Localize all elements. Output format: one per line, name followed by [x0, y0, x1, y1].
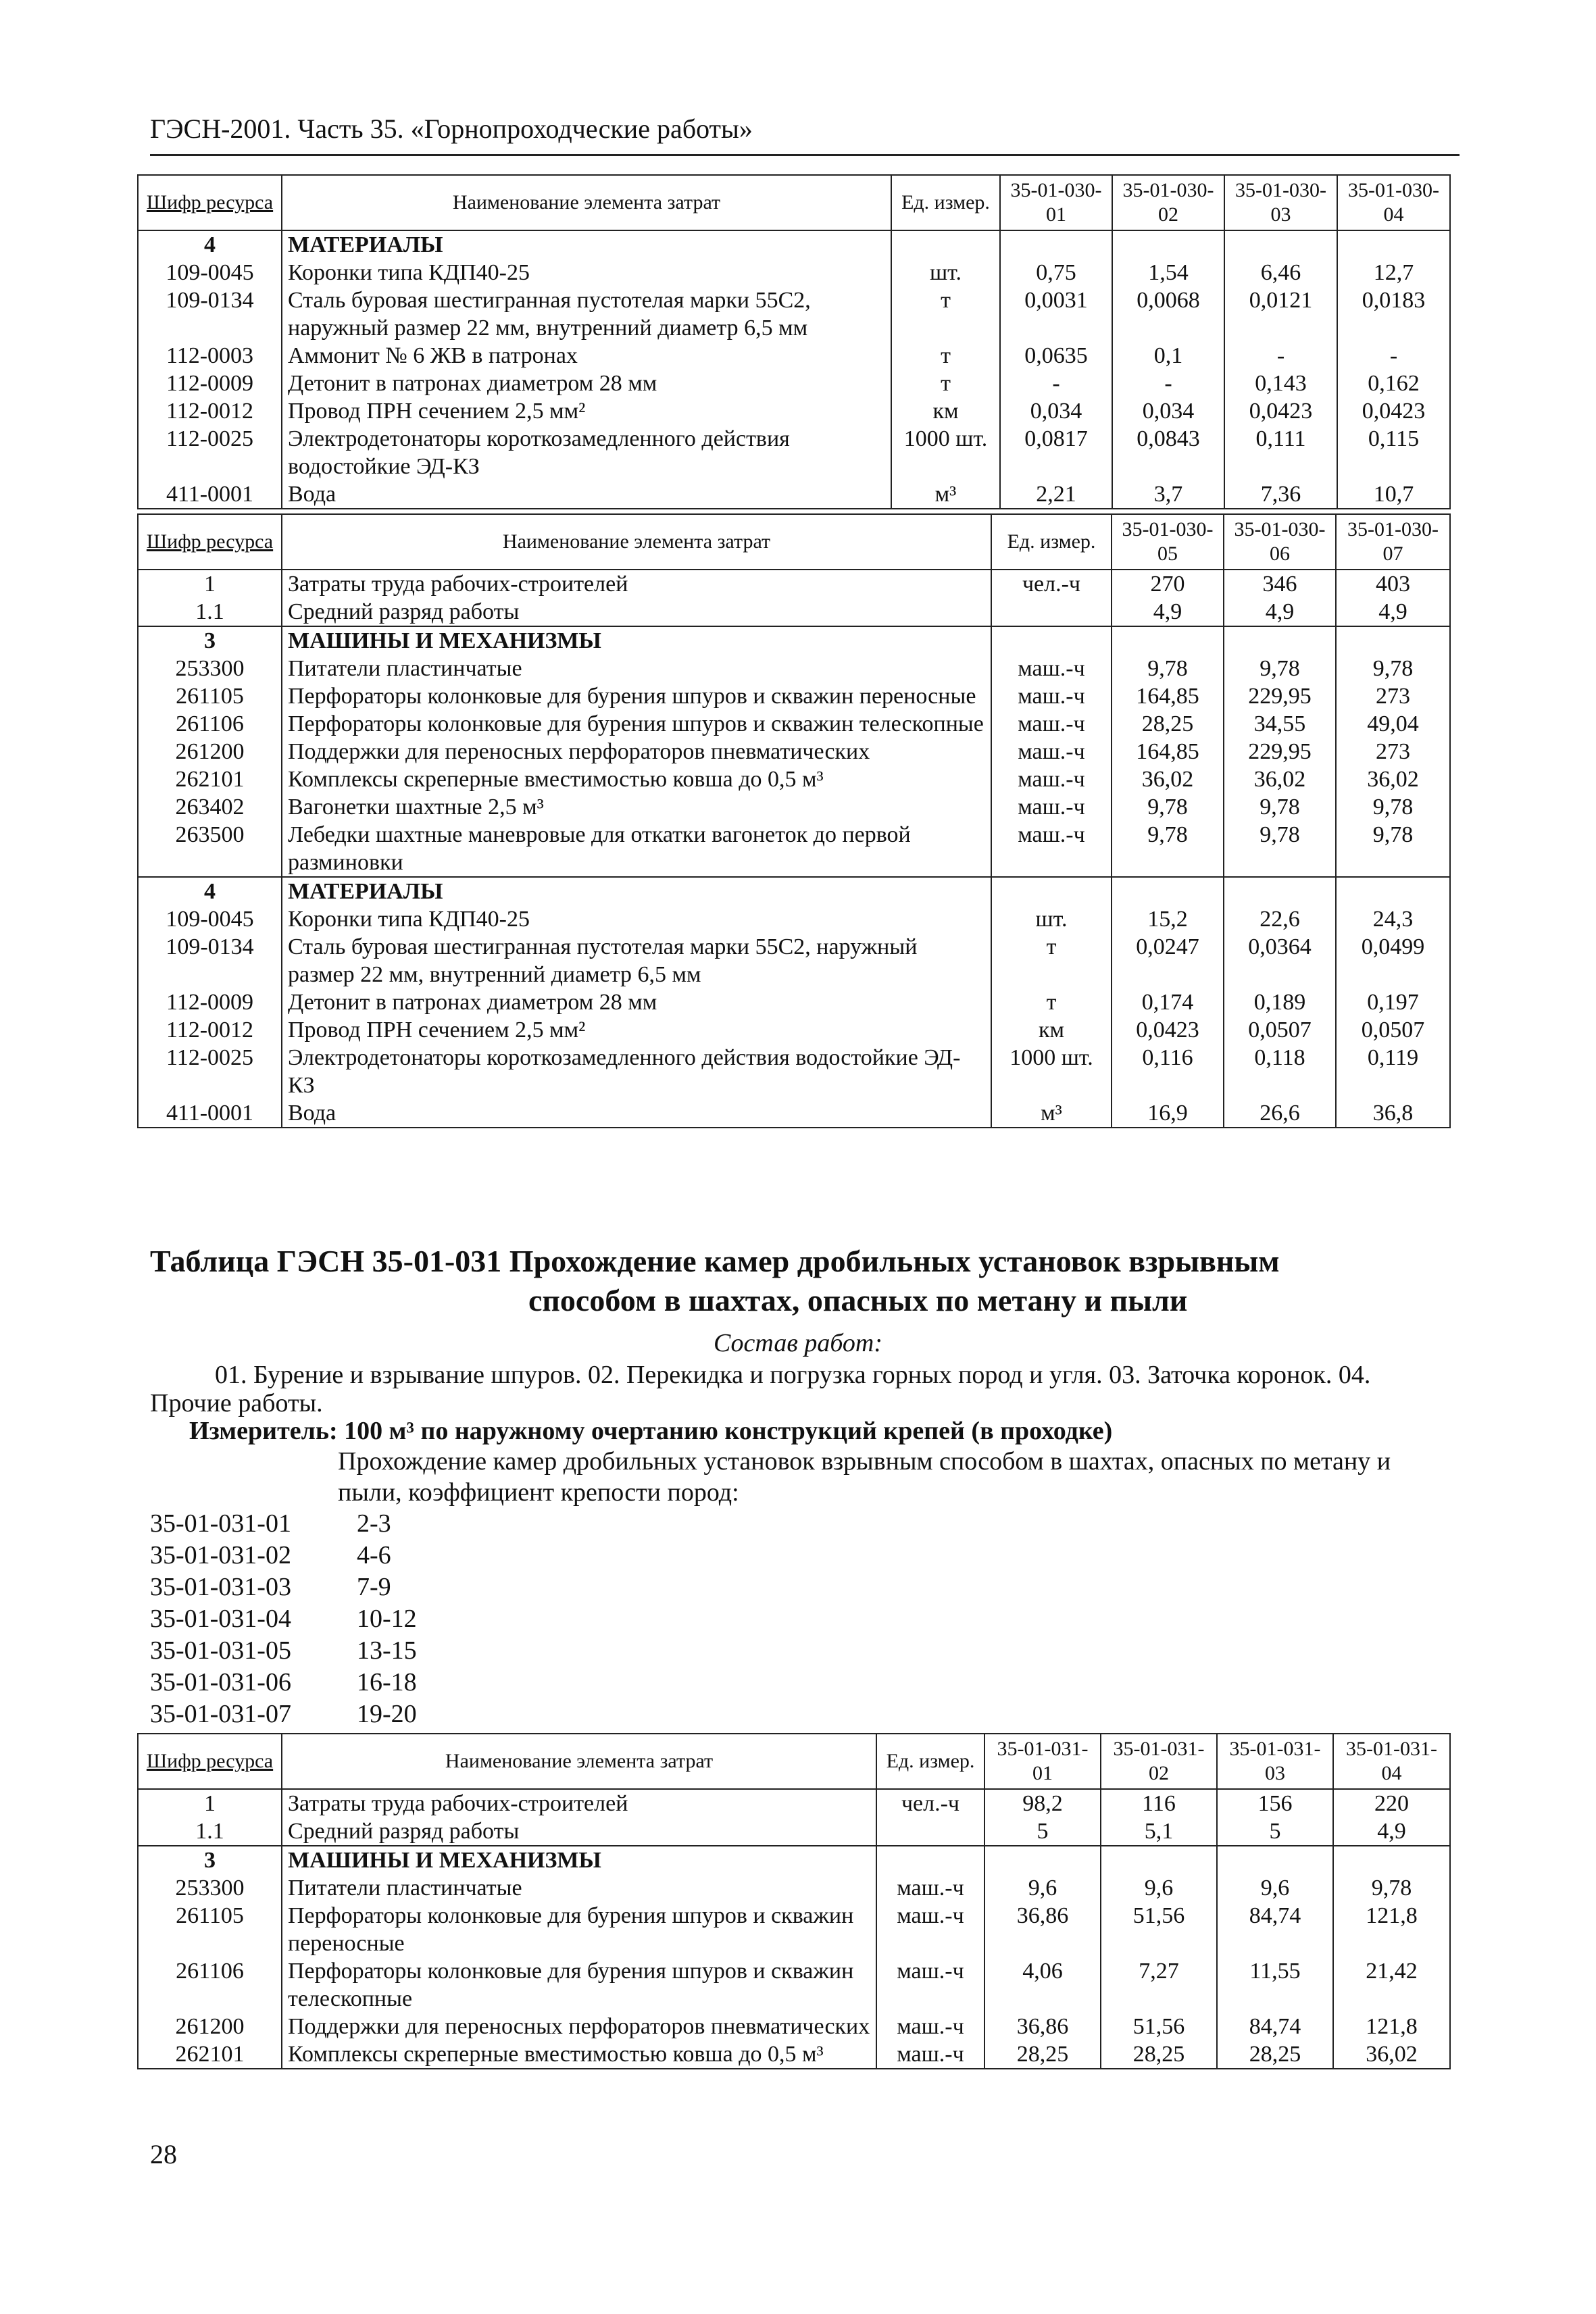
- norm-value: 0,0423: [1224, 397, 1337, 425]
- unit-cell: 1000 шт.: [991, 1044, 1112, 1099]
- norm-value: 9,78: [1112, 793, 1224, 821]
- cost-element-name: Аммонит № 6 ЖВ в патронах: [282, 342, 891, 370]
- norm-value: [1101, 1846, 1217, 1874]
- norm-value: [984, 1846, 1101, 1874]
- unit-cell: маш.-ч: [991, 682, 1112, 710]
- resource-table-030-05-07: [137, 513, 1451, 1128]
- norm-value: 10,7: [1337, 480, 1450, 509]
- norm-value: 0,0121: [1224, 286, 1337, 342]
- norm-value: 0,119: [1336, 1044, 1450, 1099]
- resource-code: 112-0012: [138, 397, 282, 425]
- resource-code: 112-0025: [138, 1044, 282, 1099]
- norm-value: 0,0817: [1000, 425, 1112, 480]
- table-row: [138, 933, 1450, 988]
- norm-value: 156: [1217, 1789, 1333, 1817]
- norm-value: 2,21: [1000, 480, 1112, 509]
- norm-code-row: 35-01-031-03 7-9: [150, 1573, 391, 1601]
- norm-value: 9,78: [1336, 793, 1450, 821]
- table-row: [138, 598, 1450, 626]
- norm-value: [1224, 877, 1336, 905]
- norm-value: 273: [1336, 738, 1450, 765]
- norm-value: 164,85: [1112, 738, 1224, 765]
- col-header-norm: 35-01-030-04: [1337, 175, 1450, 230]
- resource-code: 262101: [138, 2040, 282, 2069]
- cost-element-name: МАТЕРИАЛЫ: [282, 230, 891, 259]
- col-header-norm: 35-01-030-02: [1112, 175, 1224, 230]
- norm-value: 0,111: [1224, 425, 1337, 480]
- norm-value: 0,0507: [1336, 1016, 1450, 1044]
- resource-code: 253300: [138, 1874, 282, 1902]
- col-header-norm: 35-01-031-02: [1101, 1734, 1217, 1789]
- section-row: [138, 230, 1450, 259]
- norm-value: 346: [1224, 570, 1336, 598]
- norm-value: 34,55: [1224, 710, 1336, 738]
- resource-code: 411-0001: [138, 480, 282, 509]
- resource-table-031: [137, 1733, 1451, 2069]
- norm-value: 0,0423: [1337, 397, 1450, 425]
- norm-value: 22,6: [1224, 905, 1336, 933]
- table-row: [138, 2040, 1450, 2069]
- norm-value: 4,9: [1333, 1817, 1450, 1846]
- unit-cell: маш.-ч: [991, 738, 1112, 765]
- norm-value: [1112, 230, 1224, 259]
- table-row: [138, 738, 1450, 765]
- col-header-code: Шифр ресурса: [138, 514, 282, 570]
- norm-value: 26,6: [1224, 1099, 1336, 1128]
- table-row: [138, 570, 1450, 598]
- unit-cell: маш.-ч: [991, 765, 1112, 793]
- table-row: [138, 821, 1450, 877]
- norm-value: 15,2: [1112, 905, 1224, 933]
- table-row: [138, 397, 1450, 425]
- unit-cell: маш.-ч: [991, 821, 1112, 877]
- unit-cell: [991, 598, 1112, 626]
- table-title-line: Таблица ГЭСН 35-01-031 Прохождение камер дробильных установок взрывным: [150, 1244, 1280, 1278]
- cost-element-name: Коронки типа КДП40-25: [282, 905, 991, 933]
- unit-cell: маш.-ч: [876, 1902, 984, 1957]
- cost-element-name: Перфораторы колонковые для бурения шпуров и скважин переносные: [282, 1902, 876, 1957]
- table-row: [138, 1957, 1450, 2013]
- table-row: [138, 425, 1450, 480]
- unit-cell: маш.-ч: [991, 710, 1112, 738]
- norm-value: [1336, 877, 1450, 905]
- col-header-name: Наименование элемента затрат: [282, 514, 991, 570]
- norm-value: 9,78: [1112, 655, 1224, 682]
- resource-code: 109-0134: [138, 286, 282, 342]
- resource-code: 4: [138, 230, 282, 259]
- resource-code: 261105: [138, 1902, 282, 1957]
- norm-value: 28,25: [1217, 2040, 1333, 2069]
- norm-value: 9,6: [1101, 1874, 1217, 1902]
- resource-code: 3: [138, 626, 282, 655]
- col-header-code: Шифр ресурса: [138, 175, 282, 230]
- section-row: [138, 626, 1450, 655]
- norm-description: Прохождение камер дробильных установок взрывным способом в шахтах, опасных по метану и пыли, коэффициент крепости пород:: [338, 1447, 1391, 1507]
- col-header-norm: 35-01-031-03: [1217, 1734, 1333, 1789]
- norm-value: 9,78: [1333, 1874, 1450, 1902]
- norm-code-list: [150, 1508, 417, 1730]
- resource-code: 411-0001: [138, 1099, 282, 1128]
- unit-cell: т: [891, 370, 1000, 397]
- norm-value: 84,74: [1217, 2013, 1333, 2040]
- unit-cell: чел.-ч: [991, 570, 1112, 598]
- unit-cell: [876, 1846, 984, 1874]
- norm-value: 0,0364: [1224, 933, 1336, 988]
- resource-code: 261106: [138, 710, 282, 738]
- norm-value: 9,78: [1224, 655, 1336, 682]
- resource-table-030-01-04: [137, 174, 1451, 509]
- resource-code: 4: [138, 877, 282, 905]
- table-row: [138, 682, 1450, 710]
- col-header-norm: 35-01-030-05: [1112, 514, 1224, 570]
- cost-element-name: Питатели пластинчатые: [282, 1874, 876, 1902]
- norm-value: 4,9: [1336, 598, 1450, 626]
- norm-value: 0,115: [1337, 425, 1450, 480]
- norm-value: 5: [984, 1817, 1101, 1846]
- norm-value: 11,55: [1217, 1957, 1333, 2013]
- cost-element-name: МАШИНЫ И МЕХАНИЗМЫ: [282, 626, 991, 655]
- resource-code: 261200: [138, 2013, 282, 2040]
- cost-element-name: Вода: [282, 480, 891, 509]
- col-header-norm: 35-01-031-04: [1333, 1734, 1450, 1789]
- cost-element-name: Перфораторы колонковые для бурения шпуров и скважин телескопные: [282, 1957, 876, 2013]
- cost-element-name: Комплексы скреперные вместимостью ковша до 0,5 м³: [282, 765, 991, 793]
- norm-value: 4,06: [984, 1957, 1101, 2013]
- col-header-code: Шифр ресурса: [138, 1734, 282, 1789]
- table-header-row: [138, 514, 1450, 570]
- resource-code: 253300: [138, 655, 282, 682]
- norm-value: 28,25: [1101, 2040, 1217, 2069]
- resource-code: 1: [138, 570, 282, 598]
- resource-code: 261200: [138, 738, 282, 765]
- norm-value: 0,1: [1112, 342, 1224, 370]
- norm-value: 121,8: [1333, 2013, 1450, 2040]
- norm-value: 0,118: [1224, 1044, 1336, 1099]
- table-row: [138, 1817, 1450, 1846]
- norm-value: [1112, 626, 1224, 655]
- cost-element-name: Провод ПРН сечением 2,5 мм²: [282, 397, 891, 425]
- norm-value: 4,9: [1112, 598, 1224, 626]
- cost-element-name: Вода: [282, 1099, 991, 1128]
- norm-value: 9,78: [1336, 655, 1450, 682]
- section-row: [138, 877, 1450, 905]
- cost-element-name: Электродетонаторы короткозамедленного действия водостойкие ЭД-КЗ: [282, 425, 891, 480]
- unit-cell: маш.-ч: [991, 655, 1112, 682]
- norm-value: 0,143: [1224, 370, 1337, 397]
- works-list-line: 01. Бурение и взрывание шпуров. 02. Перекидка и погрузка горных пород и угля. 03. Заточка коронок. 04.: [215, 1361, 1371, 1389]
- unit-cell: маш.-ч: [876, 2013, 984, 2040]
- norm-value: 21,42: [1333, 1957, 1450, 2013]
- resource-code: 1.1: [138, 1817, 282, 1846]
- norm-value: -: [1337, 342, 1450, 370]
- unit-cell: [991, 877, 1112, 905]
- cost-element-name: Средний разряд работы: [282, 1817, 876, 1846]
- cost-element-name: Затраты труда рабочих-строителей: [282, 570, 991, 598]
- table-row: [138, 765, 1450, 793]
- resource-code: 109-0045: [138, 905, 282, 933]
- col-header-unit: Ед. измер.: [991, 514, 1112, 570]
- col-header-norm: 35-01-030-07: [1336, 514, 1450, 570]
- unit-cell: [891, 230, 1000, 259]
- table-row: [138, 286, 1450, 342]
- resource-code: 1.1: [138, 598, 282, 626]
- norm-value: 9,78: [1336, 821, 1450, 877]
- unit-cell: 1000 шт.: [891, 425, 1000, 480]
- unit-cell: т: [991, 988, 1112, 1016]
- norm-value: 49,04: [1336, 710, 1450, 738]
- cost-element-name: Сталь буровая шестигранная пустотелая марки 55С2, наружный размер 22 мм, внутренний диаметр 6,5 мм: [282, 933, 991, 988]
- cost-element-name: Перфораторы колонковые для бурения шпуров и скважин телескопные: [282, 710, 991, 738]
- norm-value: 0,0635: [1000, 342, 1112, 370]
- cost-element-name: Комплексы скреперные вместимостью ковша до 0,5 м³: [282, 2040, 876, 2069]
- norm-value: 7,27: [1101, 1957, 1217, 2013]
- norm-value: 84,74: [1217, 1902, 1333, 1957]
- norm-value: 0,0843: [1112, 425, 1224, 480]
- cost-element-name: МАШИНЫ И МЕХАНИЗМЫ: [282, 1846, 876, 1874]
- norm-value: 9,78: [1112, 821, 1224, 877]
- col-header-norm: 35-01-031-01: [984, 1734, 1101, 1789]
- norm-value: 6,46: [1224, 259, 1337, 286]
- norm-value: 229,95: [1224, 682, 1336, 710]
- cost-element-name: Сталь буровая шестигранная пустотелая марки 55С2, наружный размер 22 мм, внутренний диаметр 6,5 мм: [282, 286, 891, 342]
- table-row: [138, 370, 1450, 397]
- cost-element-name: Поддержки для переносных перфораторов пневматических: [282, 2013, 876, 2040]
- norm-value: 0,189: [1224, 988, 1336, 1016]
- unit-cell: [991, 626, 1112, 655]
- col-header-norm: 35-01-030-01: [1000, 175, 1112, 230]
- norm-value: 0,0183: [1337, 286, 1450, 342]
- norm-value: 0,162: [1337, 370, 1450, 397]
- norm-value: 121,8: [1333, 1902, 1450, 1957]
- table-row: [138, 1902, 1450, 1957]
- norm-value: 273: [1336, 682, 1450, 710]
- cost-element-name: Лебедки шахтные маневровые для откатки вагонеток до первой разминовки: [282, 821, 991, 877]
- norm-value: 28,25: [1112, 710, 1224, 738]
- cost-element-name: Питатели пластинчатые: [282, 655, 991, 682]
- unit-cell: км: [891, 397, 1000, 425]
- norm-value: 5: [1217, 1817, 1333, 1846]
- unit-cell: т: [991, 933, 1112, 988]
- cost-element-name: Перфораторы колонковые для бурения шпуров и скважин переносные: [282, 682, 991, 710]
- col-header-norm: 35-01-030-03: [1224, 175, 1337, 230]
- table-header-row: [138, 175, 1450, 230]
- cost-element-name: Поддержки для переносных перфораторов пневматических: [282, 738, 991, 765]
- resource-code: 112-0025: [138, 425, 282, 480]
- unit-cell: чел.-ч: [876, 1789, 984, 1817]
- norm-code-row: 35-01-031-02 4-6: [150, 1541, 391, 1569]
- norm-value: 0,197: [1336, 988, 1450, 1016]
- norm-value: 0,0068: [1112, 286, 1224, 342]
- norm-value: 0,0499: [1336, 933, 1450, 988]
- norm-value: 0,75: [1000, 259, 1112, 286]
- cost-element-name: Электродетонаторы короткозамедленного действия водостойкие ЭД-КЗ: [282, 1044, 991, 1099]
- norm-value: 220: [1333, 1789, 1450, 1817]
- table-header-row: [138, 1734, 1450, 1789]
- norm-value: [1000, 230, 1112, 259]
- resource-code: 109-0134: [138, 933, 282, 988]
- unit-cell: маш.-ч: [991, 793, 1112, 821]
- norm-code-row: 35-01-031-04 10-12: [150, 1605, 417, 1633]
- norm-value: 12,7: [1337, 259, 1450, 286]
- table-row: [138, 480, 1450, 509]
- unit-cell: маш.-ч: [876, 2040, 984, 2069]
- resource-code: 112-0009: [138, 370, 282, 397]
- norm-value: [1217, 1846, 1333, 1874]
- unit-cell: м³: [891, 480, 1000, 509]
- norm-value: 4,9: [1224, 598, 1336, 626]
- norm-value: 9,78: [1224, 793, 1336, 821]
- cost-element-name: Вагонетки шахтные 2,5 м³: [282, 793, 991, 821]
- norm-value: 36,02: [1112, 765, 1224, 793]
- col-header-unit: Ед. измер.: [876, 1734, 984, 1789]
- table-row: [138, 2013, 1450, 2040]
- norm-value: 9,78: [1224, 821, 1336, 877]
- norm-value: 36,02: [1333, 2040, 1450, 2069]
- norm-value: [1224, 230, 1337, 259]
- norm-code-row: 35-01-031-07 19-20: [150, 1700, 417, 1728]
- norm-value: [1112, 877, 1224, 905]
- norm-value: [1337, 230, 1450, 259]
- norm-value: 270: [1112, 570, 1224, 598]
- norm-value: 0,0507: [1224, 1016, 1336, 1044]
- table-row: [138, 342, 1450, 370]
- norm-value: 0,034: [1112, 397, 1224, 425]
- cost-element-name: Детонит в патронах диаметром 28 мм: [282, 988, 991, 1016]
- cost-element-name: Затраты труда рабочих-строителей: [282, 1789, 876, 1817]
- table-row: [138, 1789, 1450, 1817]
- col-header-norm: 35-01-030-06: [1224, 514, 1336, 570]
- table-title-line: способом в шахтах, опасных по метану и пыли: [528, 1283, 1188, 1317]
- norm-value: 36,02: [1224, 765, 1336, 793]
- norm-value: 5,1: [1101, 1817, 1217, 1846]
- running-header: ГЭСН-2001. Часть 35. «Горнопроходческие работы»: [150, 114, 1460, 156]
- norm-value: -: [1224, 342, 1337, 370]
- table-row: [138, 793, 1450, 821]
- table-row: [138, 655, 1450, 682]
- norm-value: 1,54: [1112, 259, 1224, 286]
- unit-cell: м³: [991, 1099, 1112, 1128]
- norm-value: 403: [1336, 570, 1450, 598]
- resource-code: 263402: [138, 793, 282, 821]
- resource-code: 261105: [138, 682, 282, 710]
- work-composition-label: Состав работ:: [713, 1329, 883, 1357]
- norm-value: 0,0031: [1000, 286, 1112, 342]
- table-row: [138, 259, 1450, 286]
- norm-value: [1336, 626, 1450, 655]
- resource-code: 261106: [138, 1957, 282, 2013]
- norm-value: 164,85: [1112, 682, 1224, 710]
- unit-cell: т: [891, 342, 1000, 370]
- norm-value: [1224, 626, 1336, 655]
- norm-value: 36,86: [984, 1902, 1101, 1957]
- norm-code-row: 35-01-031-01 2-3: [150, 1509, 391, 1538]
- cost-element-name: Детонит в патронах диаметром 28 мм: [282, 370, 891, 397]
- norm-code-row: 35-01-031-06 16-18: [150, 1668, 417, 1696]
- norm-value: 7,36: [1224, 480, 1337, 509]
- norm-value: 9,6: [984, 1874, 1101, 1902]
- unit-cell: маш.-ч: [876, 1874, 984, 1902]
- resource-code: 109-0045: [138, 259, 282, 286]
- resource-code: 112-0009: [138, 988, 282, 1016]
- unit-cell: шт.: [991, 905, 1112, 933]
- cost-element-name: Средний разряд работы: [282, 598, 991, 626]
- works-list-line: Прочие работы.: [150, 1389, 323, 1417]
- unit-cell: шт.: [891, 259, 1000, 286]
- table-row: [138, 1099, 1450, 1128]
- table-row: [138, 988, 1450, 1016]
- measure-unit: Измеритель: 100 м³ по наружному очертанию конструкций крепей (в проходке): [189, 1417, 1113, 1445]
- table-row: [138, 905, 1450, 933]
- table-row: [138, 1874, 1450, 1902]
- norm-value: 0,116: [1112, 1044, 1224, 1099]
- norm-value: 24,3: [1336, 905, 1450, 933]
- col-header-unit: Ед. измер.: [891, 175, 1000, 230]
- resource-code: 112-0003: [138, 342, 282, 370]
- norm-value: 0,0423: [1112, 1016, 1224, 1044]
- norm-value: 36,86: [984, 2013, 1101, 2040]
- table-row: [138, 710, 1450, 738]
- page-number: 28: [150, 2139, 177, 2169]
- section-row: [138, 1846, 1450, 1874]
- unit-cell: т: [891, 286, 1000, 342]
- table-row: [138, 1016, 1450, 1044]
- norm-value: 116: [1101, 1789, 1217, 1817]
- norm-value: 0,034: [1000, 397, 1112, 425]
- table-row: [138, 1044, 1450, 1099]
- norm-value: 36,02: [1336, 765, 1450, 793]
- norm-value: 51,56: [1101, 1902, 1217, 1957]
- norm-value: 9,6: [1217, 1874, 1333, 1902]
- norm-value: 36,8: [1336, 1099, 1450, 1128]
- table-title: [150, 1242, 1460, 1320]
- unit-cell: км: [991, 1016, 1112, 1044]
- resource-code: 263500: [138, 821, 282, 877]
- resource-code: 262101: [138, 765, 282, 793]
- norm-value: 51,56: [1101, 2013, 1217, 2040]
- col-header-name: Наименование элемента затрат: [282, 1734, 876, 1789]
- norm-value: 0,174: [1112, 988, 1224, 1016]
- norm-value: 3,7: [1112, 480, 1224, 509]
- resource-code: 1: [138, 1789, 282, 1817]
- resource-code: 112-0012: [138, 1016, 282, 1044]
- col-header-name: Наименование элемента затрат: [282, 175, 891, 230]
- resource-code: 3: [138, 1846, 282, 1874]
- cost-element-name: Провод ПРН сечением 2,5 мм²: [282, 1016, 991, 1044]
- cost-element-name: Коронки типа КДП40-25: [282, 259, 891, 286]
- norm-value: 28,25: [984, 2040, 1101, 2069]
- norm-value: -: [1000, 370, 1112, 397]
- norm-value: [1333, 1846, 1450, 1874]
- norm-code-row: 35-01-031-05 13-15: [150, 1636, 417, 1665]
- cost-element-name: МАТЕРИАЛЫ: [282, 877, 991, 905]
- norm-value: 98,2: [984, 1789, 1101, 1817]
- norm-value: -: [1112, 370, 1224, 397]
- unit-cell: маш.-ч: [876, 1957, 984, 2013]
- unit-cell: [876, 1817, 984, 1846]
- norm-value: 16,9: [1112, 1099, 1224, 1128]
- norm-value: 0,0247: [1112, 933, 1224, 988]
- norm-value: 229,95: [1224, 738, 1336, 765]
